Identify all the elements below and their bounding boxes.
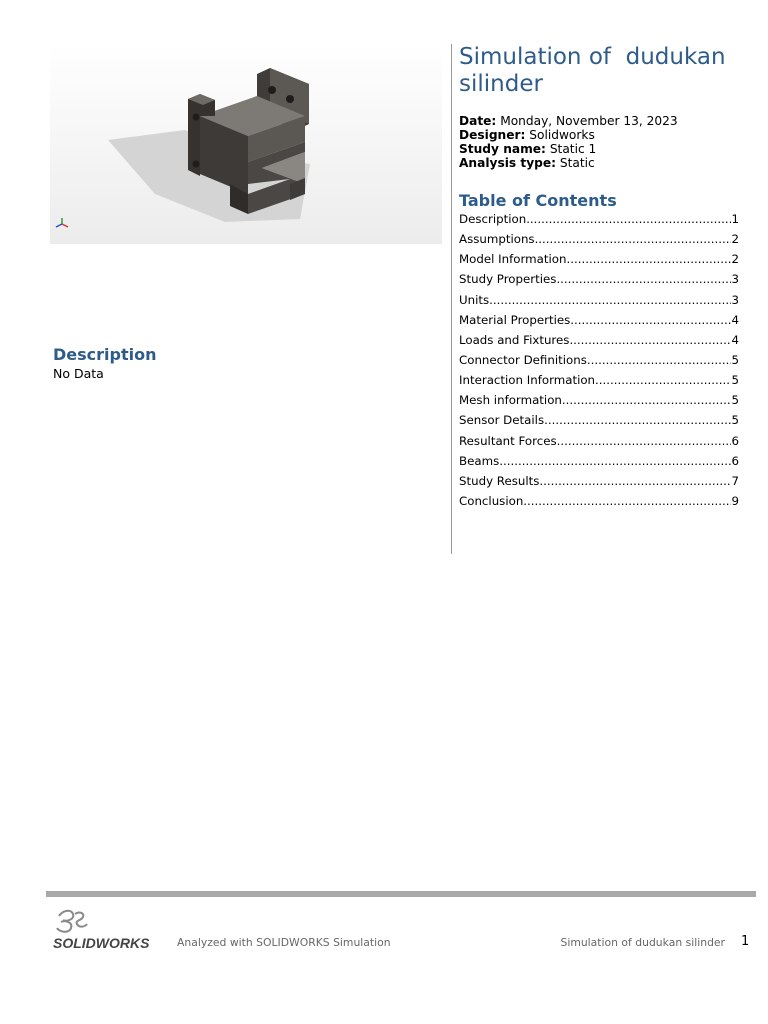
toc-item-page: 7 xyxy=(731,473,739,488)
toc-item-label: Model Information xyxy=(459,252,567,267)
toc-item[interactable] xyxy=(459,431,739,451)
logo-wordmark: SOLIDWORKS xyxy=(53,935,150,951)
toc-leader xyxy=(569,330,731,350)
toc-item-label: Units xyxy=(459,292,490,307)
toc-item[interactable] xyxy=(459,249,739,269)
toc-item[interactable] xyxy=(459,350,739,370)
footer-analyzed-with: Analyzed with SOLIDWORKS Simulation xyxy=(177,936,391,949)
meta-analysis-value: Static xyxy=(559,156,595,170)
toc-item[interactable] xyxy=(459,229,739,249)
toc-leader xyxy=(544,410,731,430)
toc-item[interactable] xyxy=(459,370,739,390)
toc-item-page: 4 xyxy=(731,332,739,347)
toc-item-page: 3 xyxy=(731,272,739,287)
toc-item-label: Connector Definitions xyxy=(459,352,587,367)
model-render xyxy=(50,44,442,244)
page-number: 1 xyxy=(741,934,750,949)
toc-item-page: 5 xyxy=(731,393,739,408)
toc-item[interactable] xyxy=(459,471,739,491)
toc-leader xyxy=(566,249,731,269)
report-title: Simulation of dudukan silinder xyxy=(459,44,733,97)
toc-item-label: Interaction Information xyxy=(459,373,596,388)
footer-doc-title: Simulation of dudukan silinder xyxy=(560,936,725,949)
toc-item-page: 5 xyxy=(731,413,739,428)
toc-item[interactable] xyxy=(459,410,739,430)
meta-designer-label: Designer: xyxy=(459,128,526,142)
toc-leader xyxy=(535,229,732,249)
report-header xyxy=(459,44,739,511)
toc-item-label: Loads and Fixtures xyxy=(459,332,570,347)
toc-item-page: 3 xyxy=(731,292,739,307)
meta-date xyxy=(459,114,739,128)
toc-item-label: Mesh information xyxy=(459,393,562,408)
toc-item[interactable] xyxy=(459,290,739,310)
toc-leader xyxy=(587,350,732,370)
toc-leader xyxy=(556,269,731,289)
meta-study-label: Study name: xyxy=(459,142,546,156)
meta-analysis-label: Analysis type: xyxy=(459,156,557,170)
toc-leader xyxy=(570,310,731,330)
toc-item-label: Study Properties xyxy=(459,272,557,287)
solidworks-logo xyxy=(53,906,161,952)
meta-designer-value: Solidworks xyxy=(529,128,595,142)
toc-item[interactable] xyxy=(459,390,739,410)
toc-leader xyxy=(526,209,731,229)
toc-item[interactable] xyxy=(459,330,739,350)
toc-item-page: 9 xyxy=(731,493,739,508)
toc-leader xyxy=(595,370,731,390)
meta-designer xyxy=(459,128,739,142)
toc-leader xyxy=(523,491,731,511)
description-text: No Data xyxy=(53,366,104,381)
toc-item-label: Description xyxy=(459,212,527,226)
table-of-contents xyxy=(459,209,739,511)
toc-item[interactable] xyxy=(459,269,739,289)
toc-item-label: Resultant Forces xyxy=(459,433,557,448)
meta-study-value: Static 1 xyxy=(549,142,597,156)
toc-leader xyxy=(489,290,731,310)
toc-item[interactable] xyxy=(459,209,739,229)
toc-item-page: 1 xyxy=(731,212,739,226)
toc-item-page: 5 xyxy=(731,352,739,367)
report-meta xyxy=(459,114,739,170)
toc-item[interactable] xyxy=(459,451,739,471)
toc-item[interactable] xyxy=(459,310,739,330)
toc-item-page: 6 xyxy=(731,433,739,448)
toc-item-label: Sensor Details xyxy=(459,413,545,428)
meta-date-value: Monday, November 13, 2023 xyxy=(500,114,678,128)
meta-analysis xyxy=(459,156,739,170)
ds-logo-icon xyxy=(57,911,87,932)
meta-date-label: Date: xyxy=(459,114,497,128)
toc-leader xyxy=(557,431,732,451)
toc-item[interactable] xyxy=(459,491,739,511)
toc-item-label: Material Properties xyxy=(459,312,571,327)
toc-item-label: Assumptions xyxy=(459,232,535,247)
toc-item-label: Beams xyxy=(459,453,500,468)
toc-item-page: 4 xyxy=(731,312,739,327)
toc-item-page: 2 xyxy=(731,252,739,267)
toc-heading: Table of Contents xyxy=(459,191,617,210)
meta-study xyxy=(459,142,739,156)
toc-item-page: 2 xyxy=(731,232,739,247)
toc-item-label: Conclusion xyxy=(459,493,524,508)
toc-item-label: Study Results xyxy=(459,473,540,488)
toc-leader xyxy=(539,471,731,491)
column-divider xyxy=(451,44,452,554)
footer-rule xyxy=(46,891,756,897)
toc-leader xyxy=(562,390,732,410)
toc-leader xyxy=(499,451,731,471)
toc-item-page: 6 xyxy=(731,453,739,468)
toc-item-page: 5 xyxy=(731,373,739,388)
description-heading: Description xyxy=(53,345,157,364)
